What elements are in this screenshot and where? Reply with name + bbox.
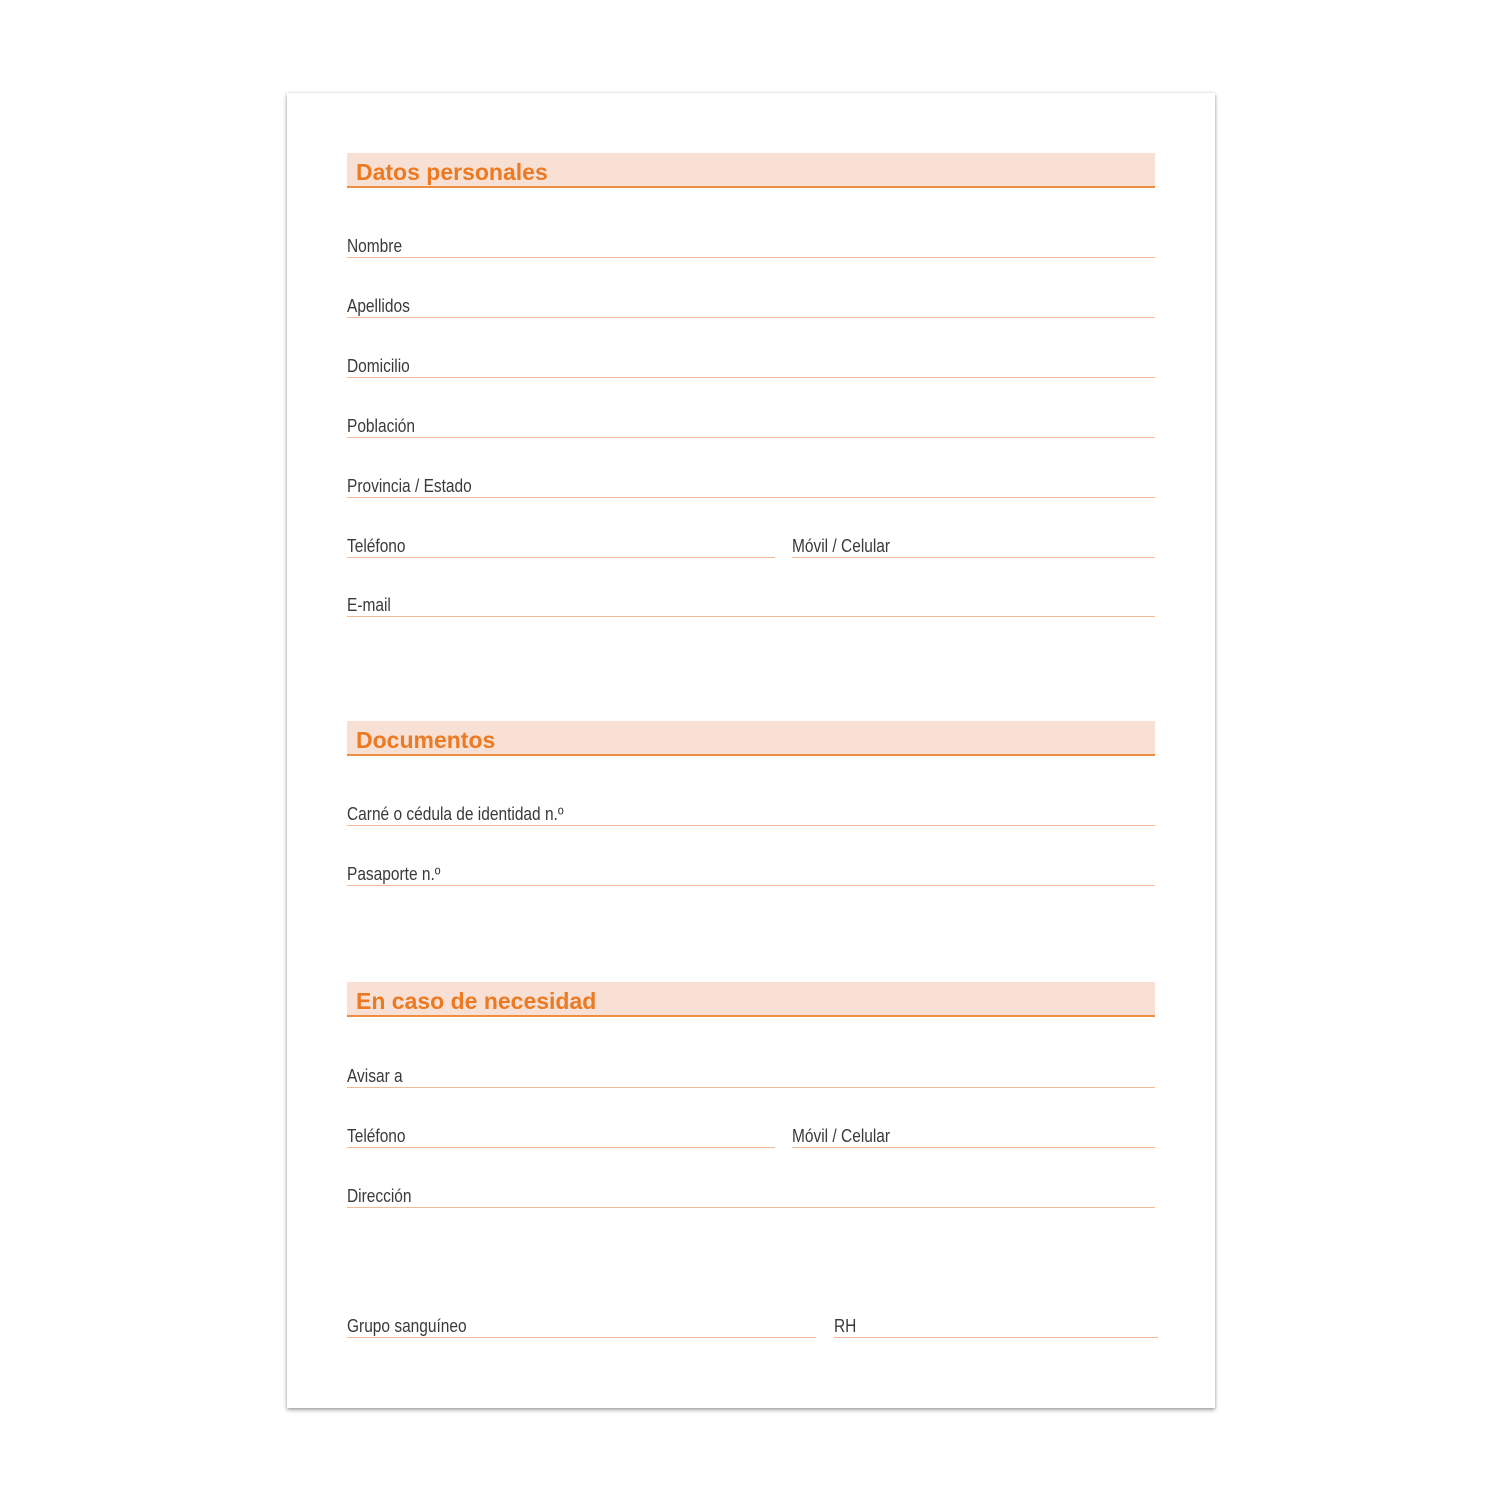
apellidos-field[interactable] <box>347 294 1155 318</box>
rh-label: RH <box>834 1316 857 1336</box>
movil-label: Móvil / Celular <box>792 536 891 556</box>
section-header-emergency <box>347 982 1155 1017</box>
grupo-sanguineo-field[interactable] <box>347 1314 816 1338</box>
nombre-field[interactable] <box>347 234 1155 258</box>
provincia-label: Provincia / Estado <box>347 476 472 496</box>
provincia-field[interactable] <box>347 474 1155 498</box>
direccion-label: Dirección <box>347 1186 412 1206</box>
section-header-personal <box>347 153 1155 188</box>
pasaporte-label: Pasaporte n.º <box>347 864 441 884</box>
poblacion-field[interactable] <box>347 414 1155 438</box>
grupo-sanguineo-label: Grupo sanguíneo <box>347 1316 467 1336</box>
domicilio-field[interactable] <box>347 354 1155 378</box>
email-label: E-mail <box>347 595 391 615</box>
emergency-telefono-field[interactable] <box>347 1124 775 1148</box>
cedula-field[interactable] <box>347 802 1155 826</box>
avisar-label: Avisar a <box>347 1066 403 1086</box>
rh-field[interactable] <box>834 1314 1158 1338</box>
form-page <box>287 93 1215 1408</box>
telefono-field[interactable] <box>347 534 775 558</box>
movil-field[interactable] <box>792 534 1155 558</box>
avisar-field[interactable] <box>347 1064 1155 1088</box>
domicilio-label: Domicilio <box>347 356 410 376</box>
section-header-documents <box>347 721 1155 756</box>
emergency-telefono-label: Teléfono <box>347 1126 406 1146</box>
section-title-documents: Documentos <box>356 727 496 753</box>
emergency-movil-field[interactable] <box>792 1124 1155 1148</box>
nombre-label: Nombre <box>347 236 403 256</box>
email-field[interactable] <box>347 593 1155 617</box>
cedula-label: Carné o cédula de identidad n.º <box>347 804 564 824</box>
emergency-movil-label: Móvil / Celular <box>792 1126 891 1146</box>
section-title-personal: Datos personales <box>356 159 548 185</box>
section-title-emergency: En caso de necesidad <box>356 988 597 1014</box>
apellidos-label: Apellidos <box>347 296 410 316</box>
direccion-field[interactable] <box>347 1184 1155 1208</box>
telefono-label: Teléfono <box>347 536 406 556</box>
pasaporte-field[interactable] <box>347 862 1155 886</box>
poblacion-label: Población <box>347 416 415 436</box>
